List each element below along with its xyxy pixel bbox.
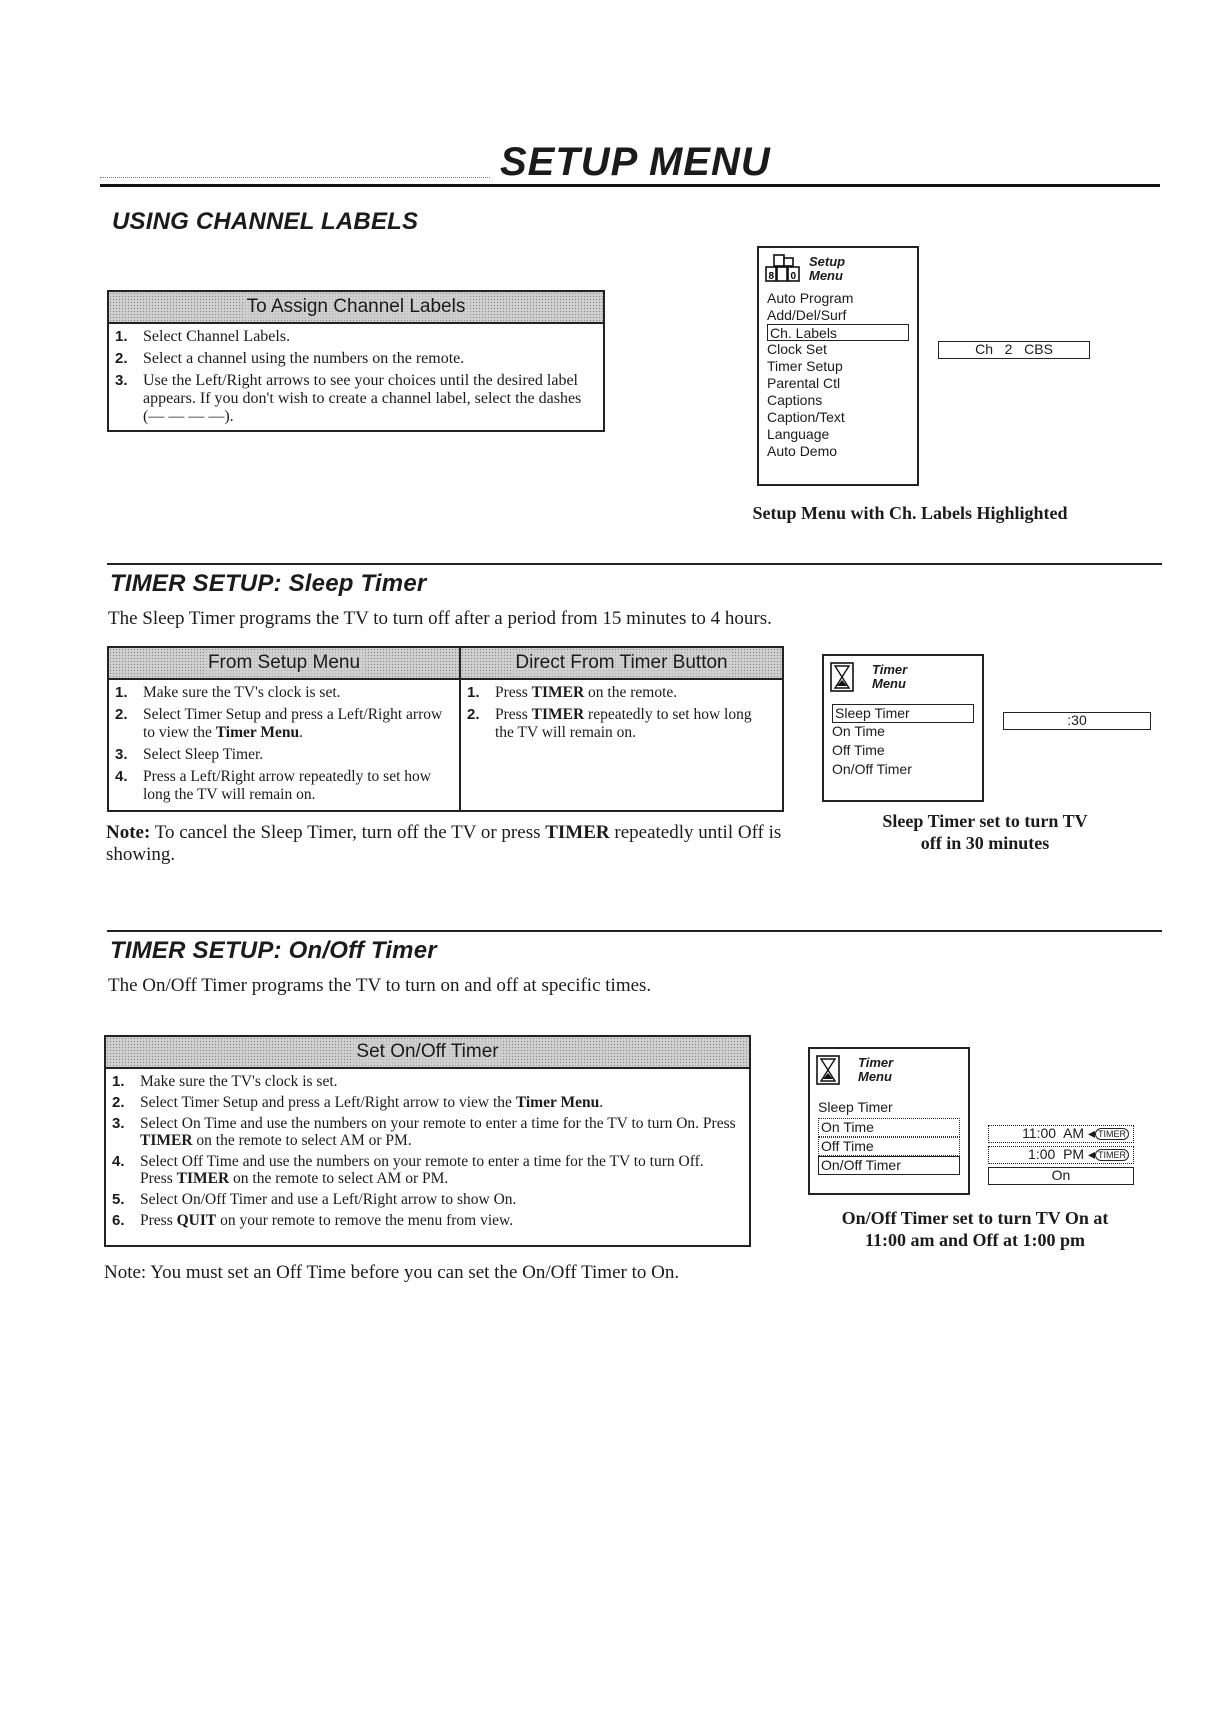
section-heading-channel-labels: USING CHANNEL LABELS (112, 208, 419, 235)
list-item: 2. Select Timer Setup and press a Left/Right arrow to view the Timer Menu. (115, 706, 443, 741)
section-heading-onoff-timer: TIMER SETUP: On/Off Timer (110, 937, 437, 964)
table-header: Set On/Off Timer (106, 1037, 749, 1069)
list-item: 1. Press TIMER on the remote. (467, 684, 678, 701)
menu-item-sleep-timer[interactable]: Sleep Timer (832, 704, 974, 723)
menu-item-on-time[interactable]: On Time (832, 723, 885, 739)
menu-item-language[interactable]: Language (767, 426, 830, 442)
setup-menu-box (757, 246, 919, 486)
figure-caption: On/Off Timer set to turn TV On at 11:00 am and Off at 1:00 pm (841, 1208, 1109, 1250)
menu-title-line: Setup (809, 254, 846, 269)
sleep-timer-menu-box (822, 654, 984, 802)
sleep-timer-note: Note: To cancel the Sleep Timer, turn off the TV or press TIMER repeatedly until Off is showing. (106, 822, 782, 865)
menu-item-off-time[interactable]: Off Time (818, 1137, 960, 1156)
channel-label-value: Ch 2 CBS (938, 341, 1090, 359)
list-item: 3. Select Sleep Timer. (115, 746, 264, 763)
menu-title-line: Timer (872, 662, 908, 677)
section-divider (107, 930, 1162, 932)
table-header: Direct From Timer Button (461, 648, 782, 680)
sleep-timer-instructions-table (107, 646, 784, 812)
list-item: 3. Use the Left/Right arrows to see your choices until the desired label appears. If you don't wish to create a channel label, select the dashes (— — — —). (115, 372, 582, 425)
table-header: To Assign Channel Labels (109, 292, 603, 324)
header-rule (100, 184, 1160, 187)
onoff-timer-menu-box (808, 1047, 970, 1195)
figure-caption: Sleep Timer set to turn TV off in 30 minutes (882, 811, 1088, 853)
list-item: 6. Press QUIT on your remote to remove the menu from view. (112, 1212, 514, 1229)
off-time-value: 1:00 PM ◂ TIMER (988, 1146, 1134, 1164)
onoff-timer-note: Note: You must set an Off Time before you can set the On/Off Timer to On. (104, 1262, 680, 1283)
menu-item-off-time[interactable]: Off Time (832, 742, 885, 758)
timer-badge: TIMER (1095, 1149, 1129, 1161)
svg-text:0: 0 (790, 271, 797, 282)
menu-title-line: Menu (809, 268, 843, 283)
menu-title-line: Timer (858, 1055, 894, 1070)
menu-item-caption-text[interactable]: Caption/Text (767, 409, 845, 425)
menu-item-auto-program[interactable]: Auto Program (767, 290, 854, 306)
hourglass-icon (816, 1055, 840, 1085)
table-header: From Setup Menu (109, 648, 459, 680)
svg-text:8: 8 (768, 271, 775, 282)
on-time-value: 11:00 AM ◂ TIMER (988, 1125, 1134, 1143)
section-heading-sleep-timer: TIMER SETUP: Sleep Timer (110, 570, 427, 597)
figure-caption: Setup Menu with Ch. Labels Highlighted (752, 503, 1068, 523)
list-item: 1. Make sure the TV's clock is set. (112, 1073, 338, 1090)
list-item: 4. Press a Left/Right arrow repeatedly to set how long the TV will remain on. (115, 768, 431, 803)
menu-item-sleep-timer[interactable]: Sleep Timer (818, 1099, 893, 1115)
list-item: 5. Select On/Off Timer and use a Left/Right arrow to show On. (112, 1191, 517, 1208)
menu-title-line: Menu (872, 676, 906, 691)
menu-item-add-del-surf[interactable]: Add/Del/Surf (767, 307, 847, 323)
list-item: 2. Select Timer Setup and press a Left/Right arrow to view the Timer Menu. (112, 1094, 604, 1111)
menu-item-on-off-timer[interactable]: On/Off Timer (818, 1156, 960, 1175)
section-divider (107, 563, 1162, 565)
list-item: 3. Select On Time and use the numbers on your remote to enter a time for the TV to turn On. Press TIMER on the remote to select AM or PM. (112, 1115, 736, 1149)
timer-badge: TIMER (1095, 1128, 1129, 1140)
list-item: 1. Make sure the TV's clock is set. (115, 684, 341, 701)
menu-item-on-off-timer[interactable]: On/Off Timer (832, 761, 912, 777)
list-item: 4. Select Off Time and use the numbers on your remote to enter a time for the TV to turn Off. Press TIMER on the remote to select AM or PM. (112, 1153, 704, 1187)
menu-item-captions[interactable]: Captions (767, 392, 823, 408)
list-item: 1. Select Channel Labels. (115, 328, 291, 345)
section-intro: The On/Off Timer programs the TV to turn on and off at specific times. (108, 975, 652, 996)
list-item: 2. Press TIMER repeatedly to set how long the TV will remain on. (467, 706, 752, 741)
page-title: SETUP MENU (500, 140, 771, 184)
channel-labels-instructions-table (107, 290, 605, 432)
menu-item-auto-demo[interactable]: Auto Demo (767, 443, 838, 459)
menu-item-parental-ctl[interactable]: Parental Ctl (767, 375, 841, 391)
sleep-timer-value: :30 (1003, 712, 1151, 730)
header-dotted-rule (100, 177, 490, 178)
hourglass-icon (830, 662, 854, 692)
menu-item-on-time[interactable]: On Time (818, 1118, 960, 1137)
section-intro: The Sleep Timer programs the TV to turn off after a period from 15 minutes to 4 hours. (108, 608, 772, 629)
setup-menu-icon (765, 254, 801, 284)
menu-title-line: Menu (858, 1069, 892, 1084)
list-item: 2. Select a channel using the numbers on the remote. (115, 350, 465, 367)
menu-item-clock-set[interactable]: Clock Set (767, 341, 827, 357)
menu-item-ch-labels[interactable]: Ch. Labels (767, 324, 909, 341)
menu-item-timer-setup[interactable]: Timer Setup (767, 358, 843, 374)
on-off-timer-value: On (988, 1167, 1134, 1185)
onoff-timer-instructions-table (104, 1035, 751, 1247)
